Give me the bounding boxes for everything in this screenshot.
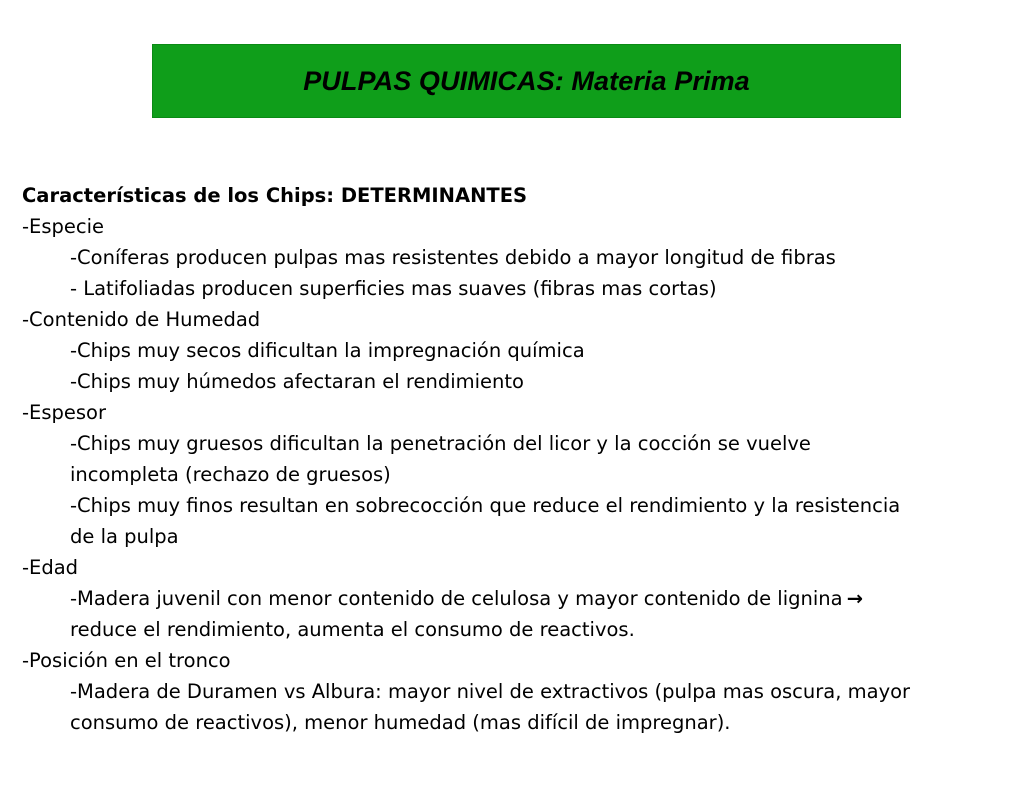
bullet-madera-juvenil-text: -Madera juvenil con menor contenido de celulosa y mayor contenido de lignina: [70, 587, 843, 610]
section-label-edad: -Edad: [22, 556, 79, 579]
bullet-madera-juvenil-cont: reduce el rendimiento, aumenta el consumo de reactivos.: [70, 618, 635, 641]
content-heading: Características de los Chips: DETERMINANTES: [22, 184, 528, 207]
bullet-chips-humedos: -Chips muy húmedos afectaran el rendimiento: [70, 370, 524, 393]
bullet-latifoliadas: - Latifoliadas producen superficies mas suaves (fibras mas cortas): [70, 277, 717, 300]
bullet-duramen-albura-cont: consumo de reactivos), menor humedad (mas difícil de impregnar).: [70, 711, 731, 734]
bullet-chips-finos-cont: de la pulpa: [70, 525, 179, 548]
slide-body: [22, 180, 1002, 738]
arrow-right-icon: →: [846, 587, 863, 610]
slide-title: PULPAS QUIMICAS: Materia Prima: [303, 65, 750, 96]
title-banner: [152, 44, 901, 118]
section-label-especie: -Especie: [22, 215, 105, 238]
bullet-madera-juvenil: [22, 583, 1002, 614]
bullet-chips-gruesos: -Chips muy gruesos dificultan la penetración del licor y la cocción se vuelve: [70, 432, 811, 455]
bullet-duramen-albura: -Madera de Duramen vs Albura: mayor nivel de extractivos (pulpa mas oscura, mayor: [70, 680, 911, 703]
section-label-posicion: -Posición en el tronco: [22, 649, 231, 672]
section-label-humedad: -Contenido de Humedad: [22, 308, 261, 331]
bullet-chips-finos: -Chips muy finos resultan en sobrecocción que reduce el rendimiento y la resistencia: [70, 494, 901, 517]
bullet-chips-secos: -Chips muy secos dificultan la impregnación química: [70, 339, 585, 362]
section-label-espesor: -Espesor: [22, 401, 106, 424]
bullet-chips-gruesos-cont: incompleta (rechazo de gruesos): [70, 463, 391, 486]
bullet-coniferas: -Coníferas producen pulpas mas resistentes debido a mayor longitud de fibras: [70, 246, 836, 269]
